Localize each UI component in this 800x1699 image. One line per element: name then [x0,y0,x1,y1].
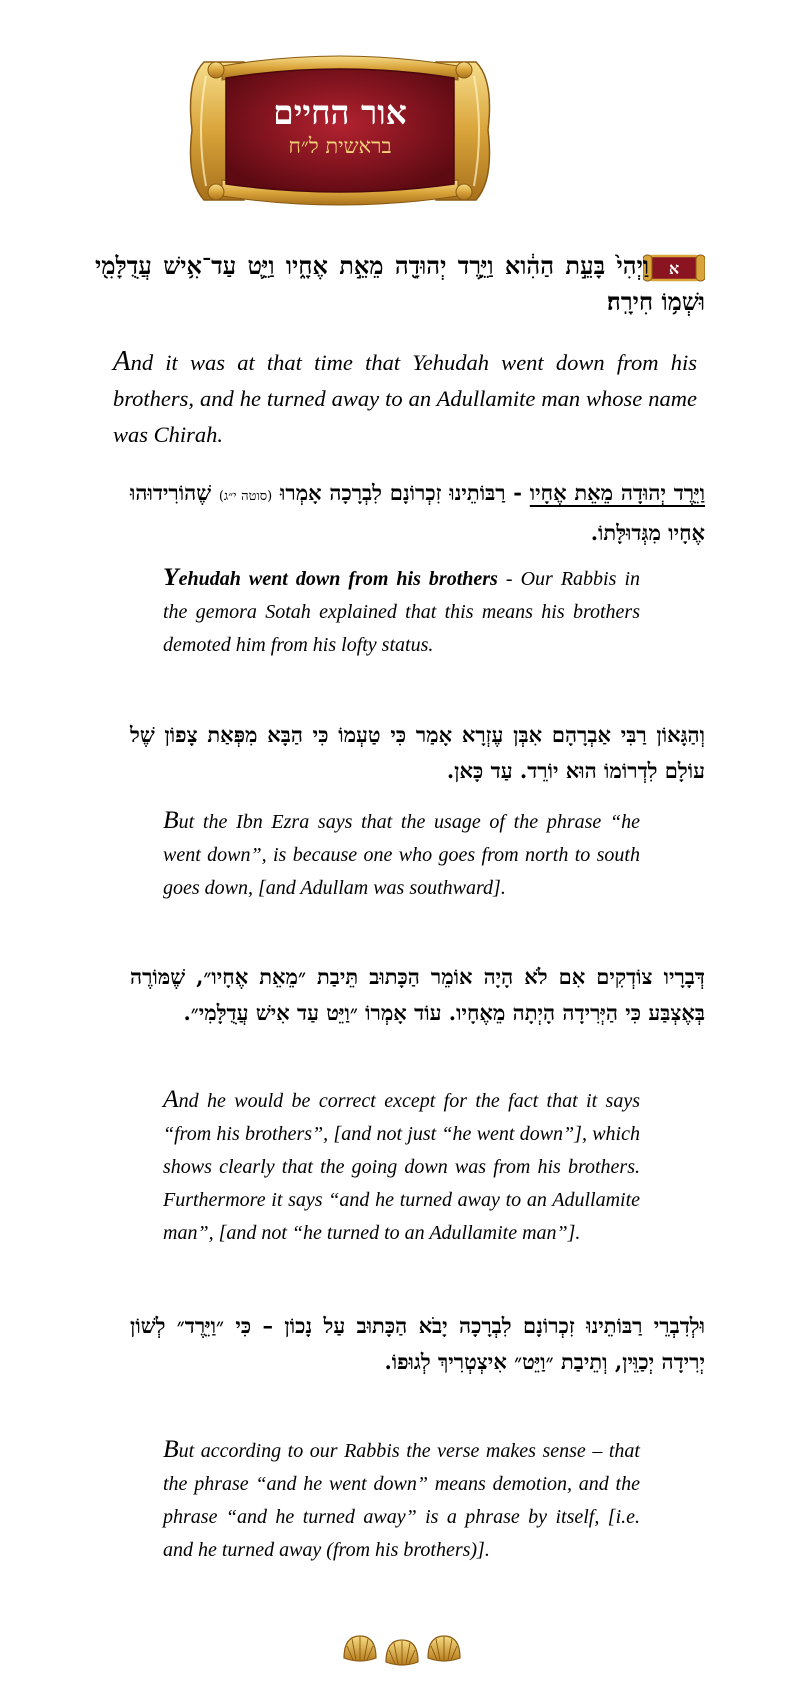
commentary-hebrew-1 [130,475,705,551]
verse-hebrew-text: וַיְהִי֙ בָּעֵ֣ת הַהִ֔וא וַיֵּ֥רֶד יְהוּדָ֖ה מֵאֵ֣ת אֶחָ֑יו וַיֵּ֛ט עַד־אִ֥ישׁ עֲדֻלָּמִ֖י וּשְׁמ֥וֹ חִירָֽה׃ [95,251,705,316]
commentary-translation: ut the Ibn Ezra says that the usage of the phrase “he went down”, is because one who goes from north to south goes down, [and Adullam was southward]. [163,811,640,899]
verse-number: א [668,259,680,278]
translation-text: nd it was at that time that Yehudah went down from his brothers, and he turned away to an Adullamite man whose name was Chirah. [113,350,697,447]
shell-icon [344,1636,376,1661]
page-title: אור החיים [273,93,407,132]
commentary-text: שֶׁהוֹרִידוּהוּ אֶחָיו מִגְּדוּלָּתוֹ. [130,480,705,545]
shell-icon [386,1640,418,1665]
commentary-translation: nd he would be correct except for the fact that it says “from his brothers”, [and not just “he went down”], which shows clearly that the going down was from his brothers. Furthermore it says “and he turned away to an Adullamite man”, [and not “he turned to an Adullamite man”]. [163,1090,640,1244]
drop-letter: B [163,1434,179,1463]
commentary-english-1 [163,560,640,662]
commentary-english-4 [163,1432,640,1567]
drop-letter: A [113,345,131,377]
drop-letter: B [163,805,179,834]
commentary-hebrew-4: וּלְדִבְרֵי רַבּוֹתֵינוּ זִכְרוֹנָם לִבְרָכָה יָבֹא הַכָּתוּב עַל נָכוֹן – כִּי ״וַיֵּרֶד״ לְשׁוֹן יְרִידָה יְכַוֵּין, וְתֵיבַת ״וַיֵּט״ אִיצְטְרִיךְ לְגוּפוֹ. [130,1313,705,1374]
three-shells-icon [340,1632,464,1666]
commentary-hebrew-2: וְהַגָּאוֹן רַבִּי אַבְרָהָם אִבְּן עֶזְרָא אָמַר כִּי טַעְמוֹ כִּי הַבָּא מִפְּאַת צָפוֹן שֶׁל עוֹלָם לִדְרוֹמוֹ הוּא יוֹרֵד. עַד כָּאן. [130,722,705,783]
lead-phrase: ehudah went down from his brothers [178,568,498,590]
drop-letter: Y [163,562,179,591]
drop-letter: A [163,1084,179,1113]
shell-icon [428,1636,460,1661]
source-reference: (סוטה י״ג) [218,489,273,504]
commentary-english-2 [163,803,640,905]
verse-translation [113,343,697,453]
commentary-hebrew-3: דְּבָרָיו צוֹדְקִים אִם לֹא הָיָה אוֹמֵר הַכָּתוּב תֵּיבַת ״מֵאֵת אֶחָיו״, שֶׁמּוֹרֶה בְּאֶצְבַּע כִּי הַיְּרִידָה הָיְתָה מֵאֶחָיו. עוֹד אָמְרוֹ ״וַיֵּט עַד אִישׁ עֲדֻלָּמִי״. [130,964,705,1025]
commentary-english-3 [163,1082,640,1250]
verse-hebrew [95,248,705,320]
dibbur-hamatchil: וַיֵּרֶד יְהוּדָה מֵאֵת אֶחָיו [529,480,706,505]
commentary-text: - רַבּוֹתֵינוּ זִכְרוֹנָם לִבְרָכָה אָמְרוּ [272,480,530,505]
page-subtitle: בראשית ל״ח [288,134,392,158]
commentary-translation: - Our Rabbis in the gemora Sotah explained that this means his brothers demoted him from his lofty status. [163,568,640,656]
commentary-translation: ut according to our Rabbis the verse makes sense – that the phrase “and he went down” means demotion, and the phrase “and he turned away” is a phrase by itself, [i.e. and he turned away (from his brothers)]. [163,1440,640,1561]
